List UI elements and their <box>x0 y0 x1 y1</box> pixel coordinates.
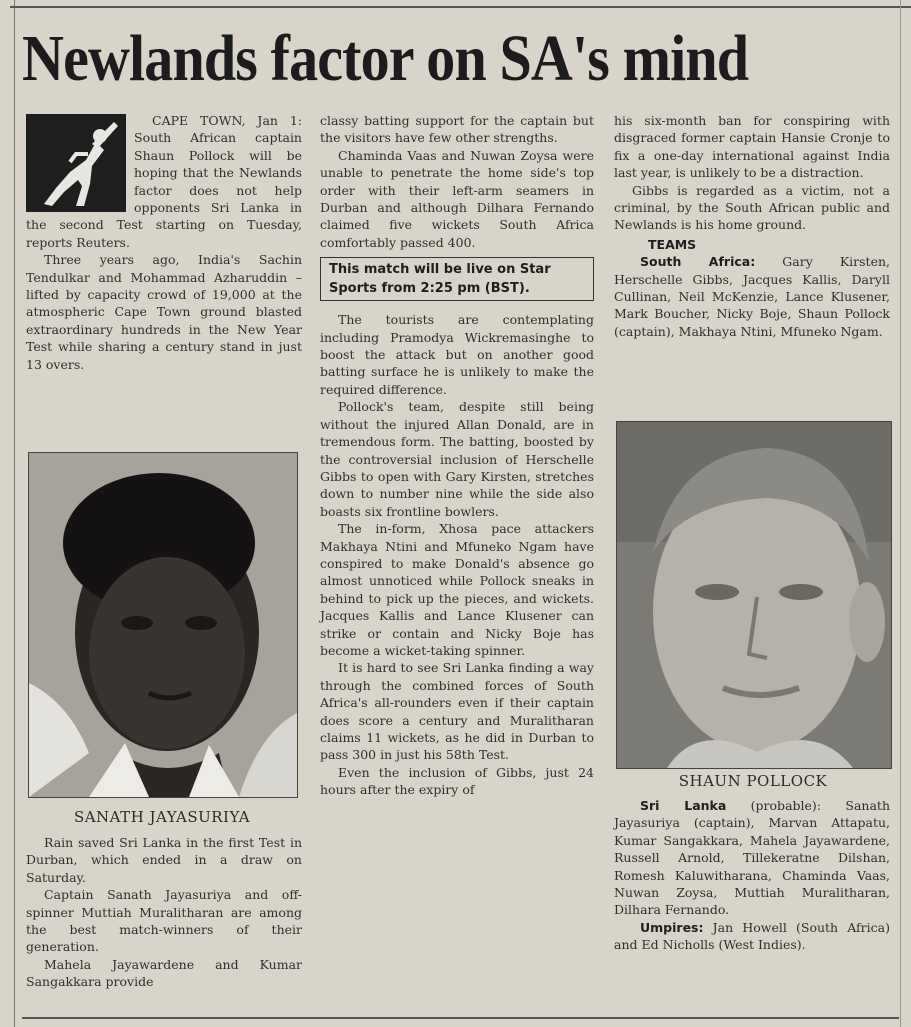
teams-sri-lanka <box>614 797 890 919</box>
left-margin-strip <box>0 0 15 1027</box>
photo-caption: SHAUN POLLOCK <box>678 772 828 790</box>
article-column-2 <box>320 112 594 799</box>
article-paragraph: his six-month ban for conspiring with disgraced former captain Hansie Cronje to fix a one-day international against India last year, is unlikely to be a distraction. <box>614 113 890 181</box>
article-paragraph: Gibbs is regarded as a victim, not a criminal, by the South African public and Newlands is his home ground. <box>614 182 890 233</box>
team-list: Gary Kirsten, Herschelle Gibbs, Jacques Kallis, Daryll Cullinan, Neil McKenzie, Lance Klusener, Mark Boucher, Nicky Boje, Shaun Pollock (captain), Makhaya Ntini, Mfuneko Ngam. <box>614 254 890 339</box>
teams-south-africa <box>614 253 890 340</box>
right-margin-strip <box>900 0 911 1027</box>
broadcast-promo-box: This match will be live on Star Sports from 2:25 pm (BST). <box>320 257 594 301</box>
photo-caption: SANATH JAYASURIYA <box>73 808 251 826</box>
article-paragraph: classy batting support for the captain but the visitors have few other strengths. <box>320 113 594 146</box>
photo-sanath-jayasuriya <box>28 452 298 798</box>
team-label: South Africa: <box>640 254 756 270</box>
teams-heading: TEAMS <box>648 236 697 252</box>
article-paragraph: It is hard to see Sri Lanka finding a way through the combined forces of South Africa's all-rounders even if their captain does score a century and Muralitharan claims 11 wickets, as he did in Durban to pass 300 in just his 58th Test. <box>320 660 594 763</box>
photo-shaun-pollock <box>616 421 892 769</box>
umpires <box>614 919 890 954</box>
article-paragraph: Captain Sanath Jayasuriya and off-spinner Muttiah Muralitharan are among the best match-winners of their generation. <box>26 887 302 955</box>
article-paragraph: The tourists are contemplating including Pramodya Wickremasinghe to boost the attack but on another good batting surface he is unlikely to make the required difference. <box>320 312 594 397</box>
article-paragraph: Chaminda Vaas and Nuwan Zoysa were unable to penetrate the home side's top order with their left-arm seamers in Durban and although Dilhara Fernando claimed five wickets South Africa comfortably passed 400. <box>320 147 594 250</box>
article-paragraph: CAPE TOWN, Jan 1: South African captain Shaun Pollock will be hoping that the Newlands factor does not help opponents Sri Lanka in the second Test starting on Tuesday, reports Reuters. <box>26 113 302 250</box>
article-column-3-lower <box>614 797 890 954</box>
umpires-label: Umpires: <box>640 919 704 935</box>
article-paragraph: Pollock's team, despite still being without the injured Allan Donald, are in tremendous form. The batting, boosted by the controversial inclusion of Herschelle Gibbs to open with Gary Kirsten, stretches down to number nine while the side also boasts six frontline bowlers. <box>320 399 594 519</box>
team-label: Sri Lanka <box>640 798 727 813</box>
article-paragraph: Mahela Jayawardene and Kumar Sangakkara provide <box>26 956 302 990</box>
bottom-rule <box>22 1017 899 1019</box>
article-column-1 <box>26 112 302 373</box>
team-list: (probable): Sanath Jayasuriya (captain), Marvan Attapatu, Kumar Sangakkara, Mahela Jayawardene, Russell Arnold, Tillekeratne Dilshan, Romesh Kaluwitharana, Chaminda Vaas, Nuwan Zoysa, Muttiah Muralitharan, Dilhara Fernando. <box>614 798 890 918</box>
article-column-1-lower <box>26 834 302 991</box>
top-rule <box>10 0 911 8</box>
cricket-batsman-icon <box>26 114 126 212</box>
article-column-3 <box>614 112 890 340</box>
article-paragraph: Even the inclusion of Gibbs, just 24 hours after the expiry of <box>320 764 594 798</box>
headline: Newlands factor on SA's mind <box>22 22 749 95</box>
article-paragraph: Rain saved Sri Lanka in the first Test in Durban, which ended in a draw on Saturday. <box>26 835 302 885</box>
article-paragraph: The in-form, Xhosa pace attackers Makhaya Ntini and Mfuneko Ngam have conspired to make Donald's absence go almost unnoticed while Pollock sneaks in behind to pick up the pieces, and wickets. Jacques Kallis and Lance Klusener can strike or contain and Nicky Boje has become a wicket-taking spinner. <box>320 521 594 658</box>
article-paragraph: Three years ago, India's Sachin Tendulkar and Mohammad Azharuddin – lifted by capacity crowd of 19,000 at the atmospheric Cape Town ground blasted extraordinary hundreds in the New Year Test while sharing a century stand in just 13 overs. <box>26 252 302 372</box>
umpires-list: Jan Howell (South Africa) and Ed Nicholls (West Indies). <box>614 919 890 953</box>
